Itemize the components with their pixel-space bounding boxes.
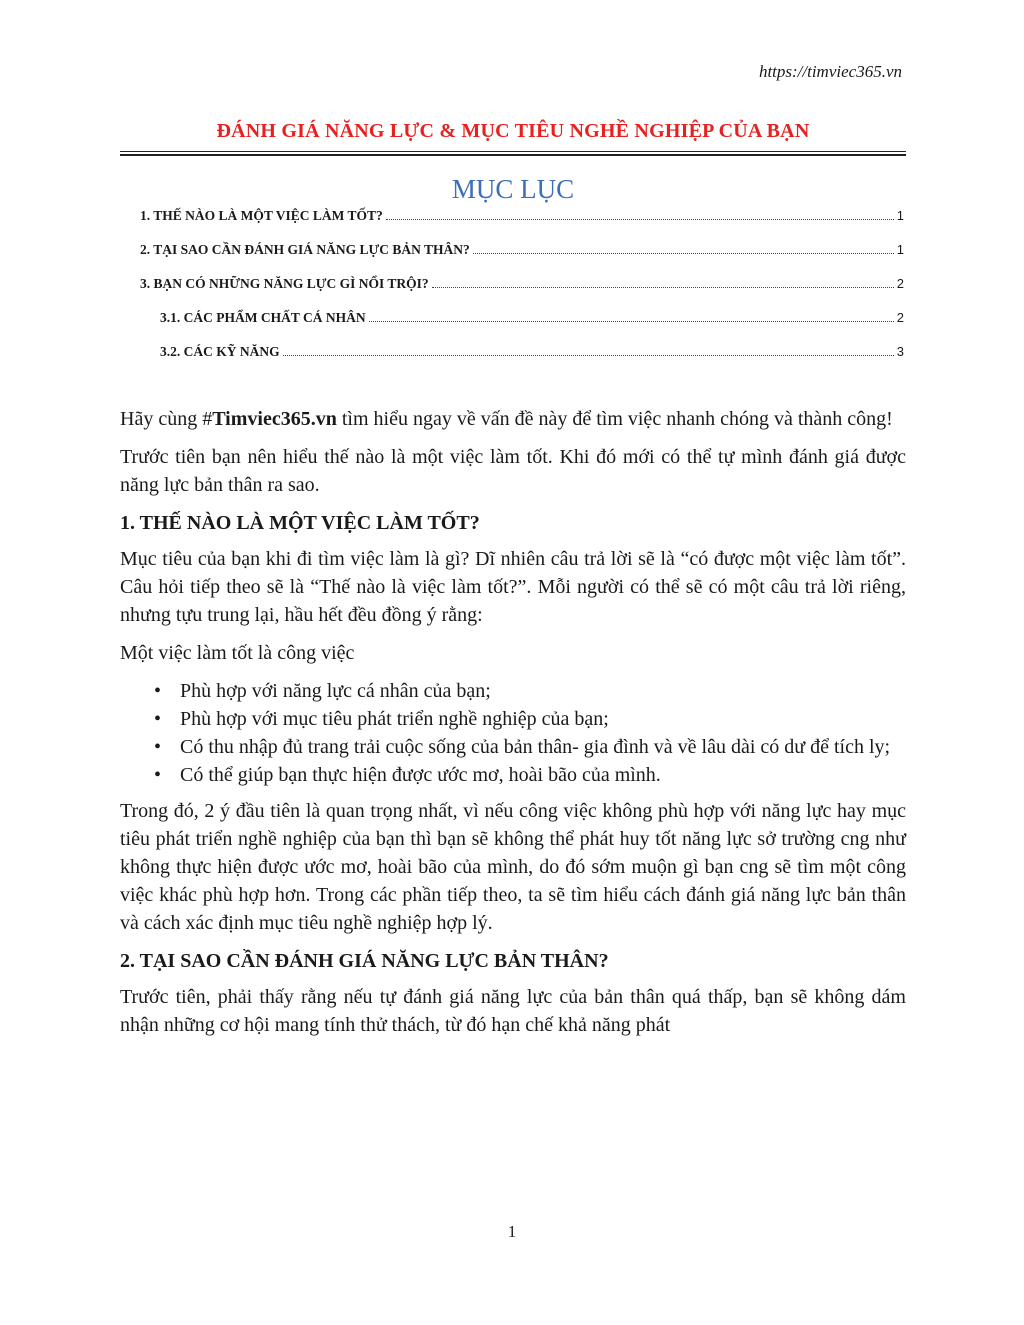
intro-paragraph — [120, 405, 906, 433]
toc-item-page: 1 — [896, 208, 904, 223]
criteria-list — [120, 677, 906, 789]
toc-leader — [386, 218, 894, 220]
table-of-contents — [140, 208, 904, 378]
toc-item-page: 2 — [896, 276, 904, 291]
toc-heading: MỤC LỤC — [451, 174, 575, 204]
section-2-paragraph: Trước tiên, phải thấy rằng nếu tự đánh giá năng lực của bản thân quá thấp, bạn sẽ không dám nhận những cơ hội mang tính thử thách, từ đó hạn chế khả năng phát — [120, 986, 906, 1036]
toc-item-label: 3.1. CÁC PHẨM CHẤT CÁ NHÂN — [160, 310, 366, 325]
document-body — [120, 405, 906, 1049]
section-1-paragraph-2: Trong đó, 2 ý đầu tiên là quan trọng nhất, vì nếu công việc không phù hợp với năng lực hay mục tiêu phát triển nghề nghiệp của bạn thì bạn sẽ không thể phát huy tốt năng lực sở trường cng như không thực hiện được ước mơ, hoài bão của mình, do đó sớm muộn gì bạn cng sẽ tìm một công việc khác phù hợp hơn. Trong các phần tiếp theo, ta sẽ tìm hiểu cách đánh giá năng lực bản thân và cách xác định mục tiêu nghề nghiệp hợp lý. — [120, 800, 906, 934]
document-title: ĐÁNH GIÁ NĂNG LỰC & MỤC TIÊU NGHỀ NGHIỆP CỦA BẠN — [216, 120, 810, 142]
list-item: • Phù hợp với mục tiêu phát triển nghề nghiệp của bạn; — [180, 705, 906, 733]
toc-item-page: 2 — [896, 310, 904, 325]
toc-leader — [432, 286, 894, 288]
toc-item[interactable] — [140, 208, 904, 242]
toc-leader — [369, 320, 894, 322]
toc-subitem[interactable] — [140, 344, 904, 378]
intro-paragraph-2: Trước tiên bạn nên hiểu thế nào là một việc làm tốt. Khi đó mới có thể tự mình đánh giá được năng lực bản thân ra sao. — [120, 446, 906, 496]
page-number: 1 — [507, 1222, 517, 1241]
toc-item[interactable] — [140, 276, 904, 310]
section-1-heading: 1. THẾ NÀO LÀ MỘT VIỆC LÀM TỐT? — [120, 512, 480, 534]
toc-item-page: 1 — [896, 242, 904, 257]
toc-item-label: 2. TẠI SAO CẦN ĐÁNH GIÁ NĂNG LỰC BẢN THÂN? — [140, 242, 470, 257]
title-divider — [120, 151, 906, 156]
toc-item-label: 3.2. CÁC KỸ NĂNG — [160, 344, 280, 359]
section-1-paragraph: Mục tiêu của bạn khi đi tìm việc làm là gì? Dĩ nhiên câu trả lời sẽ là “có được một việc làm tốt”. Câu hỏi tiếp theo sẽ là “Thế nào là việc làm tốt?”. Mỗi người có thể sẽ có một câu trả lời riêng, nhưng tựu trung lại, hầu hết đều đồng ý rằng: — [120, 548, 906, 626]
intro-text: tìm hiểu ngay về vấn đề này để tìm việc nhanh chóng và thành công! — [336, 408, 893, 430]
brand-name: Timviec365.vn — [212, 408, 337, 430]
list-item: • Có thu nhập đủ trang trải cuộc sống của bản thân- gia đình và về lâu dài có dư để tích ly; — [180, 733, 906, 761]
toc-item-page: 3 — [896, 344, 904, 359]
intro-text: Hãy cùng # — [120, 408, 213, 430]
section-1-lead: Một việc làm tốt là công việc — [120, 642, 355, 664]
toc-leader — [473, 252, 894, 254]
header-url: https://timviec365.vn — [758, 62, 902, 81]
toc-item[interactable] — [140, 242, 904, 276]
section-2-heading: 2. TẠI SAO CẦN ĐÁNH GIÁ NĂNG LỰC BẢN THÂN? — [120, 950, 609, 972]
toc-item-label: 3. BẠN CÓ NHỮNG NĂNG LỰC GÌ NỔI TRỘI? — [140, 276, 429, 291]
toc-subitem[interactable] — [140, 310, 904, 344]
list-item: • Phù hợp với năng lực cá nhân của bạn; — [180, 677, 906, 705]
toc-item-label: 1. THẾ NÀO LÀ MỘT VIỆC LÀM TỐT? — [140, 208, 383, 223]
list-item: • Có thể giúp bạn thực hiện được ước mơ, hoài bão của mình. — [180, 761, 906, 789]
toc-leader — [283, 354, 894, 356]
